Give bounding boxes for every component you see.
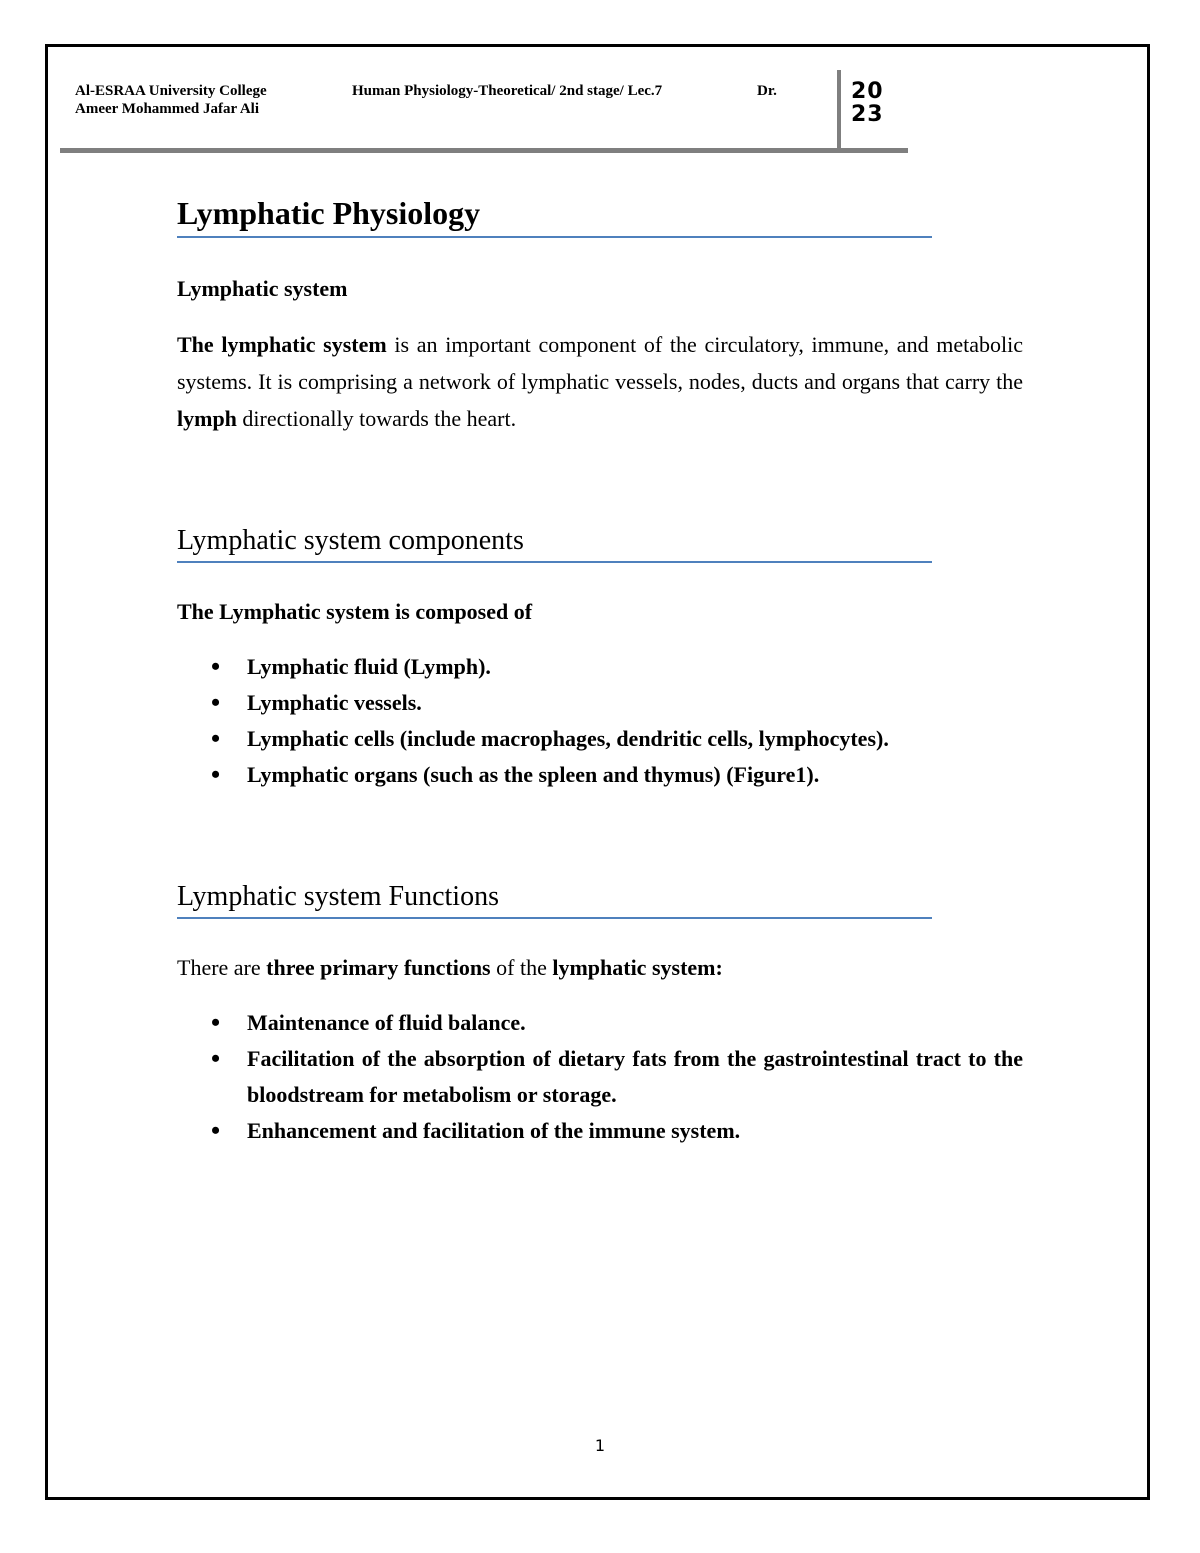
header-vertical-rule — [837, 70, 841, 152]
list-item: • Maintenance of fluid balance. — [247, 1005, 1023, 1041]
header-author: Ameer Mohammed Jafar Ali — [75, 101, 259, 117]
header-institution: Al-ESRAA University College — [75, 83, 267, 99]
functions-intro-pre: There are — [177, 955, 267, 980]
header-year-bottom: 23 — [851, 102, 884, 127]
header-year — [851, 80, 884, 126]
functions-intro-mid: of the — [490, 955, 553, 980]
document-body — [177, 190, 1023, 1149]
functions-list — [177, 1005, 1023, 1149]
intro-bold-term: The lymphatic system — [177, 332, 387, 357]
intro-paragraph — [177, 326, 1023, 437]
page-title: Lymphatic Physiology — [177, 190, 932, 238]
components-list — [177, 649, 1023, 793]
section-subheading: Lymphatic system — [177, 276, 348, 301]
list-item: • Lymphatic vessels. — [247, 685, 1023, 721]
functions-intro-bold-2: lymphatic system: — [552, 955, 723, 980]
intro-text-2: directionally towards the heart. — [236, 406, 517, 431]
functions-heading: Lymphatic system Functions — [177, 877, 932, 919]
list-item: • Lymphatic cells (include macrophages, dendritic cells, lymphocytes). — [247, 721, 1023, 757]
functions-intro — [177, 953, 1023, 983]
components-intro: The Lymphatic system is composed of — [177, 599, 533, 624]
header-rule — [60, 148, 908, 153]
header-course: Human Physiology-Theoretical/ 2nd stage/ Lec.7 — [352, 83, 663, 99]
list-item: • Facilitation of the absorption of dietary fats from the gastrointestinal tract to the bloodstream for metabolism or storage. — [247, 1041, 1023, 1113]
header-year-top: 20 — [851, 79, 884, 104]
header-title-prefix: Dr. — [757, 83, 777, 99]
list-item: • Lymphatic organs (such as the spleen and thymus) (Figure1). — [247, 757, 1023, 793]
list-item: • Lymphatic fluid (Lymph). — [247, 649, 1023, 685]
intro-text-1: is an important component of the circulatory, immune, and metabolic systems. It is comprising a network of lymphatic vessels, nodes, ducts and organs that carry the — [177, 332, 1024, 394]
page-number: 1 — [594, 1436, 606, 1455]
functions-intro-bold-1: three primary functions — [266, 955, 491, 980]
list-item: • Enhancement and facilitation of the immune system. — [247, 1113, 1023, 1149]
components-heading: Lymphatic system components — [177, 521, 932, 563]
intro-bold-lymph: lymph — [177, 406, 237, 431]
